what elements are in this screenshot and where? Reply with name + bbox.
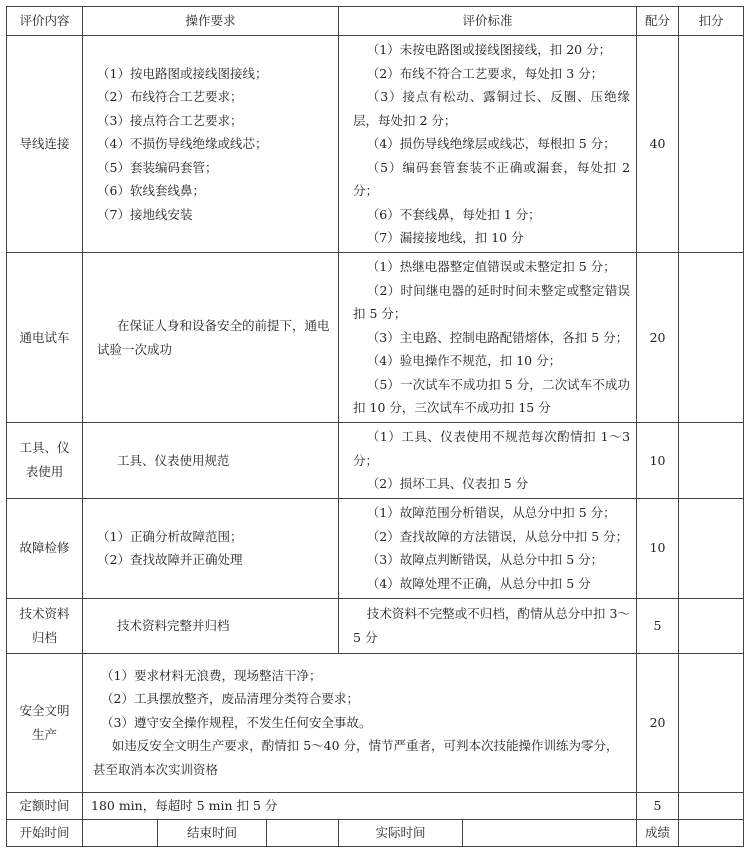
standards-cell — [339, 598, 637, 653]
requirement-line: （2）查找故障并正确处理 — [97, 552, 243, 567]
evaluation-table — [6, 6, 744, 847]
deduction-cell[interactable] — [679, 423, 744, 499]
requirement-line: （1）正确分析故障范围； — [97, 528, 243, 544]
header-score: 配分 — [637, 7, 679, 36]
score-cell: 20 — [637, 653, 679, 792]
time-text: 180 min，每超时 5 min 扣 5 分 — [83, 792, 637, 819]
table-row — [7, 598, 744, 653]
requirement-line: （3）遵守安全操作规程，不发生任何安全事故。 — [101, 714, 372, 730]
time-label: 定额时间 — [7, 792, 83, 819]
requirement-line: （6）软线套线鼻； — [97, 183, 205, 199]
time-row — [7, 792, 744, 819]
table-row — [7, 498, 744, 598]
standard-line: （1）故障范围分析错误，从总分中扣 5 分； — [366, 505, 616, 520]
score-cell: 20 — [637, 253, 679, 423]
header-requirements: 操作要求 — [83, 7, 339, 36]
requirement-line: （1）按电路图或接线图接线； — [97, 65, 268, 81]
deduction-cell[interactable] — [679, 792, 744, 819]
table-row — [7, 653, 744, 792]
requirements-cell — [83, 36, 339, 253]
category-cell — [7, 423, 83, 499]
standard-line: （1）热继电器整定值错误或未整定扣 5 分； — [366, 259, 616, 275]
category-line: 归档 — [31, 629, 57, 645]
standards-cell — [339, 498, 637, 598]
header-standards: 评价标准 — [339, 7, 637, 36]
category-line: 工具、仪 — [19, 440, 70, 456]
table-row — [7, 423, 744, 499]
requirements-cell — [83, 253, 339, 423]
requirement-line: （1）要求材料无浪费，现场整洁干净； — [101, 667, 322, 683]
score-cell: 40 — [637, 36, 679, 253]
score-cell: 10 — [637, 498, 679, 598]
table-row — [7, 253, 744, 423]
requirement-line: （5）套装编码套管； — [97, 159, 218, 175]
score-cell: 10 — [637, 423, 679, 499]
safety-requirements-cell — [83, 653, 637, 792]
start-time-label: 开始时间 — [7, 819, 83, 846]
standard-line: （6）不套线鼻，每处扣 1 分； — [366, 206, 541, 222]
standard-line: （2）查找故障的方法错误，从总分中扣 5 分； — [366, 528, 629, 544]
score-cell: 5 — [637, 598, 679, 653]
standard-line: （3）主电路、控制电路配错熔体，各扣 5 分； — [366, 329, 629, 345]
standard-line: （3）接点有松动、露铜过长、反圈、压绝缘层，每处扣 2 分； — [353, 89, 631, 128]
standard-line: （5）编码套管套装不正确或漏套，每处扣 2 分； — [353, 159, 631, 199]
end-time-field[interactable] — [267, 819, 339, 846]
category-cell: 导线连接 — [7, 36, 83, 253]
standard-text: 技术资料不完整或不归档，酌情从总分中扣 3～5 分 — [353, 606, 631, 645]
requirement-text: 工具、仪表使用规范 — [117, 452, 230, 468]
requirements-cell — [83, 423, 339, 499]
standard-line: （5）一次试车不成功扣 5 分，二次试车不成功扣 10 分，三次试车不成功扣 15 分 — [353, 376, 631, 416]
requirement-line: （3）接点符合工艺要求； — [97, 112, 243, 128]
category-cell — [7, 653, 83, 792]
category-cell: 故障检修 — [7, 498, 83, 598]
standards-cell — [339, 423, 637, 499]
requirement-text: 技术资料完整并归档 — [117, 617, 230, 633]
standard-line: （1）未按电路图或接线图接线，扣 20 分； — [366, 42, 612, 58]
standard-line: （4）故障处理不正确，从总分中扣 5 分 — [366, 575, 591, 591]
category-line: 技术资料 — [19, 605, 70, 621]
table-row — [7, 36, 744, 253]
category-cell — [7, 598, 83, 653]
standard-line: （2）时间继电器的延时时间未整定或整定错误扣 5 分； — [353, 282, 631, 322]
deduction-cell[interactable] — [679, 498, 744, 598]
header-row — [7, 7, 744, 36]
safety-note: 如违反安全文明生产要求，酌情扣 5～40 分，情节严重者，可判本次技能操作训练为零分，甚至取消本次实训资格 — [93, 738, 619, 777]
deduction-cell[interactable] — [679, 598, 744, 653]
footer-row — [7, 819, 744, 846]
standard-line: （1）工具、仪表使用不规范每次酌情扣 1～3 分； — [353, 429, 631, 468]
standard-line: （3）故障点判断错误，从总分中扣 5 分； — [366, 552, 604, 567]
standard-line: （2）损坏工具、仪表扣 5 分 — [366, 476, 529, 491]
requirement-line: （2）布线符合工艺要求； — [97, 89, 243, 105]
evaluation-table-sheet — [6, 6, 743, 847]
header-deduction: 扣分 — [679, 7, 744, 36]
actual-time-label: 实际时间 — [339, 819, 463, 846]
deduction-cell[interactable] — [679, 653, 744, 792]
result-label: 成绩 — [637, 819, 679, 846]
category-cell: 通电试车 — [7, 253, 83, 423]
start-time-field[interactable] — [83, 819, 158, 846]
standard-line: （2）布线不符合工艺要求，每处扣 3 分； — [366, 65, 604, 81]
deduction-cell[interactable] — [679, 36, 744, 253]
standards-cell — [339, 36, 637, 253]
requirement-line: （4）不损伤导线绝缘或线芯； — [97, 136, 268, 152]
requirement-text: 在保证人身和设备安全的前提下，通电试验一次成功 — [97, 318, 330, 357]
standard-line: （4）损伤导线绝缘层或线芯，每根扣 5 分； — [366, 136, 616, 152]
header-content: 评价内容 — [7, 7, 83, 36]
requirements-cell — [83, 598, 339, 653]
actual-time-field[interactable] — [463, 819, 637, 846]
result-field[interactable] — [679, 819, 744, 846]
category-line: 安全文明 — [19, 702, 70, 718]
category-line: 生产 — [31, 726, 57, 742]
standard-line: （7）漏接接地线，扣 10 分 — [366, 230, 524, 246]
requirements-cell — [83, 498, 339, 598]
standards-cell — [339, 253, 637, 423]
end-time-label: 结束时间 — [158, 819, 267, 846]
standard-line: （4）验电操作不规范，扣 10 分； — [366, 353, 562, 369]
category-line: 表使用 — [25, 464, 64, 480]
deduction-cell[interactable] — [679, 253, 744, 423]
requirement-line: （7）接地线安装 — [97, 206, 193, 222]
requirement-line: （2）工具摆放整齐，废品清理分类符合要求； — [101, 691, 359, 707]
score-cell: 5 — [637, 792, 679, 819]
